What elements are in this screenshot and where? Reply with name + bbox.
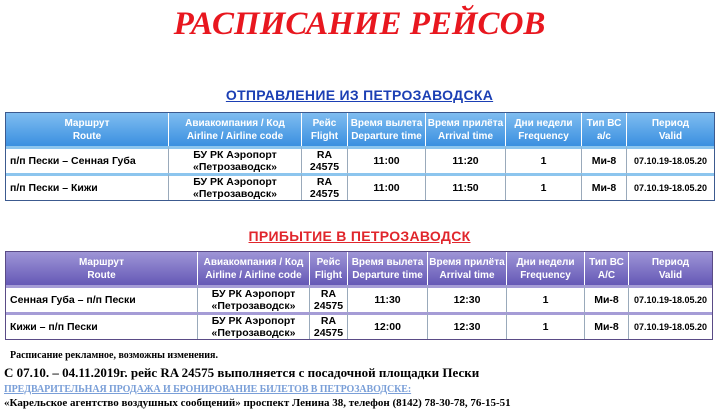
cell-airline: БУ РК Аэропорт «Петрозаводск»	[169, 173, 302, 200]
agency-contact: «Карельское агентство воздушных сообщений» проспект Ленина 38, телефон (8142) 78-30-78, 76-15-51	[4, 397, 511, 409]
col-header-departure-time: Время вылета Departure time	[348, 252, 428, 285]
departures-table	[5, 112, 715, 201]
cell-frequency: 1	[506, 173, 582, 200]
cell-arrival-time: 12:30	[428, 285, 507, 312]
cell-flight: RA 24575	[302, 173, 348, 200]
col-header-period: Период Valid	[627, 113, 714, 146]
arrivals-heading: ПРИБЫТИЕ В ПЕТРОЗАВОДСК	[248, 228, 471, 244]
col-header-period: Период Valid	[629, 252, 712, 285]
col-header-departure-time: Время вылета Departure time	[348, 113, 426, 146]
cell-period: 07.10.19-18.05.20	[629, 312, 712, 339]
cell-airline: БУ РК Аэропорт «Петрозаводск»	[198, 285, 310, 312]
cell-arrival-time: 11:50	[426, 173, 506, 200]
departures-header-row	[6, 113, 714, 146]
cell-route: п/п Пески – Сенная Губа	[6, 146, 169, 173]
col-header-aircraft: Тип ВС A/C	[585, 252, 629, 285]
departures-heading: ОТПРАВЛЕНИЕ ИЗ ПЕТРОЗАВОДСКА	[225, 87, 494, 103]
cell-frequency: 1	[507, 285, 585, 312]
col-header-route: Маршрут Route	[6, 113, 169, 146]
table-row	[6, 285, 712, 312]
col-header-flight: Рейс Flight	[302, 113, 348, 146]
cell-aircraft: Ми-8	[582, 146, 627, 173]
arrivals-table	[5, 251, 713, 340]
col-header-arrival-time: Время прилёта Arrival time	[426, 113, 506, 146]
table-row	[6, 173, 714, 200]
cell-arrival-time: 11:20	[426, 146, 506, 173]
cell-arrival-time: 12:30	[428, 312, 507, 339]
cell-flight: RA 24575	[302, 146, 348, 173]
arrivals-header-row	[6, 252, 712, 285]
col-header-aircraft: Тип ВС а/с	[582, 113, 627, 146]
presale-heading: ПРЕДВАРИТЕЛЬНАЯ ПРОДАЖА И БРОНИРОВАНИЕ БИЛЕТОВ В ПЕТРОЗАВОДСКЕ:	[4, 384, 412, 395]
cell-aircraft: Ми-8	[585, 285, 629, 312]
cell-departure-time: 12:00	[348, 312, 428, 339]
cell-flight: RA 24575	[310, 312, 348, 339]
cell-period: 07.10.19-18.05.20	[629, 285, 712, 312]
table-row	[6, 312, 712, 339]
cell-aircraft: Ми-8	[585, 312, 629, 339]
cell-departure-time: 11:00	[348, 146, 426, 173]
cell-route: п/п Пески – Кижи	[6, 173, 169, 200]
cell-aircraft: Ми-8	[582, 173, 627, 200]
page-title: РАСПИСАНИЕ РЕЙСОВ	[173, 6, 546, 42]
col-header-airline: Авиакомпания / Код Airline / Airline code	[198, 252, 310, 285]
cell-departure-time: 11:00	[348, 173, 426, 200]
col-header-frequency: Дни недели Frequency	[507, 252, 585, 285]
col-header-flight: Рейс Flight	[310, 252, 348, 285]
cell-frequency: 1	[507, 312, 585, 339]
col-header-frequency: Дни недели Frequency	[506, 113, 582, 146]
col-header-route: Маршрут Route	[6, 252, 198, 285]
cell-period: 07.10.19-18.05.20	[627, 173, 714, 200]
disclaimer-text: Расписание рекламное, возможны изменения.	[10, 350, 218, 361]
cell-frequency: 1	[506, 146, 582, 173]
cell-route: Кижи – п/п Пески	[6, 312, 198, 339]
cell-flight: RA 24575	[310, 285, 348, 312]
table-row	[6, 146, 714, 173]
schedule-notice: С 07.10. – 04.11.2019г. рейс RA 24575 выполняется с посадочной площадки Пески	[4, 365, 480, 380]
cell-departure-time: 11:30	[348, 285, 428, 312]
cell-route: Сенная Губа – п/п Пески	[6, 285, 198, 312]
cell-period: 07.10.19-18.05.20	[627, 146, 714, 173]
col-header-airline: Авиакомпания / Код Airline / Airline code	[169, 113, 302, 146]
cell-airline: БУ РК Аэропорт «Петрозаводск»	[169, 146, 302, 173]
cell-airline: БУ РК Аэропорт «Петрозаводск»	[198, 312, 310, 339]
col-header-arrival-time: Время прилёта Arrival time	[428, 252, 507, 285]
